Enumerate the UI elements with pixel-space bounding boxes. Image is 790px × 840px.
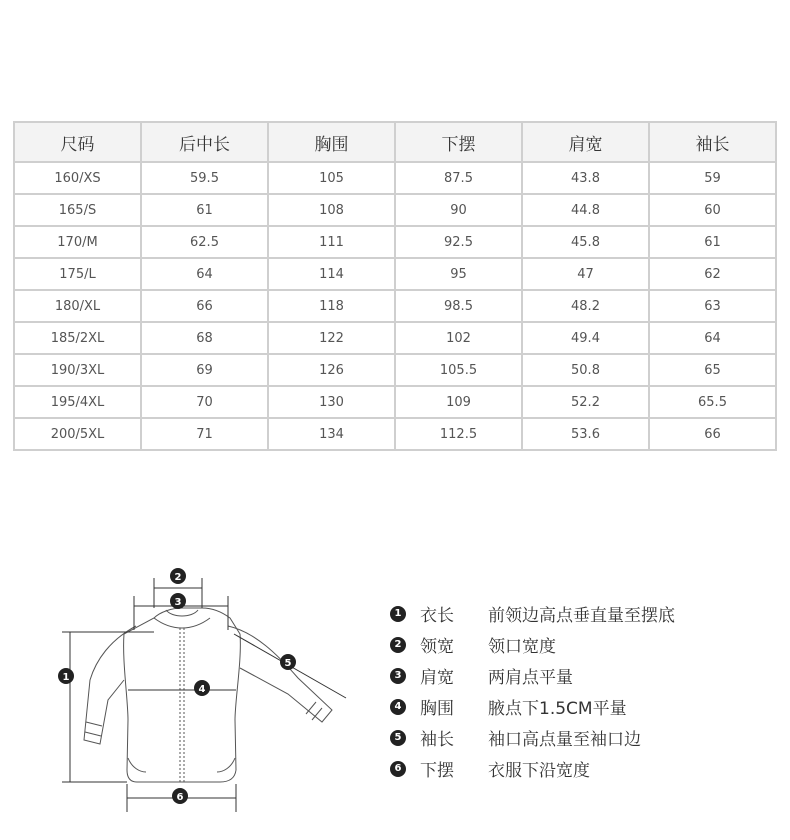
table-cell: 118 bbox=[268, 290, 395, 322]
table-cell: 102 bbox=[395, 322, 522, 354]
table-row bbox=[14, 194, 776, 226]
table-cell: 70 bbox=[141, 386, 268, 418]
table-cell: 64 bbox=[649, 322, 776, 354]
marker-label: 5 bbox=[284, 658, 292, 669]
table-row bbox=[14, 322, 776, 354]
table-cell: 65.5 bbox=[649, 386, 776, 418]
table-cell: 90 bbox=[395, 194, 522, 226]
header-shoulder: 肩宽 bbox=[522, 122, 649, 162]
legend-item bbox=[390, 691, 780, 722]
table-cell: 60 bbox=[649, 194, 776, 226]
marker-label: 4 bbox=[198, 684, 206, 695]
table-cell: 105 bbox=[268, 162, 395, 194]
legend-item bbox=[390, 753, 780, 784]
table-cell: 122 bbox=[268, 322, 395, 354]
legend-description: 两肩点平量 bbox=[488, 668, 573, 688]
table-cell: 134 bbox=[268, 418, 395, 450]
table-cell: 66 bbox=[141, 290, 268, 322]
table-cell: 175/L bbox=[14, 258, 141, 290]
table-cell: 53.6 bbox=[522, 418, 649, 450]
table-row bbox=[14, 290, 776, 322]
table-cell: 95 bbox=[395, 258, 522, 290]
table-cell: 111 bbox=[268, 226, 395, 258]
table-cell: 59.5 bbox=[141, 162, 268, 194]
table-cell: 65 bbox=[649, 354, 776, 386]
table-cell: 48.2 bbox=[522, 290, 649, 322]
table-cell: 190/3XL bbox=[14, 354, 141, 386]
table-cell: 49.4 bbox=[522, 322, 649, 354]
marker-label: 6 bbox=[176, 792, 184, 803]
legend-term: 肩宽 bbox=[420, 668, 454, 688]
table-row bbox=[14, 418, 776, 450]
legend-term: 领宽 bbox=[420, 637, 454, 657]
legend-number: 4 bbox=[390, 699, 406, 715]
jacket-right-sleeve bbox=[228, 626, 332, 722]
table-cell: 52.2 bbox=[522, 386, 649, 418]
header-back-length: 后中长 bbox=[141, 122, 268, 162]
size-table bbox=[13, 121, 777, 451]
table-cell: 87.5 bbox=[395, 162, 522, 194]
table-cell: 170/M bbox=[14, 226, 141, 258]
table-cell: 44.8 bbox=[522, 194, 649, 226]
legend-item bbox=[390, 660, 780, 691]
table-cell: 62 bbox=[649, 258, 776, 290]
legend-item bbox=[390, 598, 780, 629]
table-cell: 61 bbox=[649, 226, 776, 258]
table-cell: 130 bbox=[268, 386, 395, 418]
legend-number: 5 bbox=[390, 730, 406, 746]
marker-label: 1 bbox=[62, 672, 70, 683]
legend-term: 胸围 bbox=[420, 699, 454, 719]
table-cell: 165/S bbox=[14, 194, 141, 226]
table-cell: 98.5 bbox=[395, 290, 522, 322]
table-cell: 126 bbox=[268, 354, 395, 386]
table-cell: 68 bbox=[141, 322, 268, 354]
table-cell: 105.5 bbox=[395, 354, 522, 386]
table-cell: 92.5 bbox=[395, 226, 522, 258]
table-cell: 43.8 bbox=[522, 162, 649, 194]
table-row bbox=[14, 226, 776, 258]
table-cell: 160/XS bbox=[14, 162, 141, 194]
table-cell: 185/2XL bbox=[14, 322, 141, 354]
table-cell: 64 bbox=[141, 258, 268, 290]
legend-description: 袖口高点量至袖口边 bbox=[488, 730, 641, 750]
table-cell: 195/4XL bbox=[14, 386, 141, 418]
legend-number: 2 bbox=[390, 637, 406, 653]
table-cell: 59 bbox=[649, 162, 776, 194]
jacket-body-outline bbox=[124, 608, 241, 782]
table-cell: 63 bbox=[649, 290, 776, 322]
table-row bbox=[14, 354, 776, 386]
table-cell: 45.8 bbox=[522, 226, 649, 258]
legend-number: 1 bbox=[390, 606, 406, 622]
table-cell: 108 bbox=[268, 194, 395, 226]
table-cell: 112.5 bbox=[395, 418, 522, 450]
header-size: 尺码 bbox=[14, 122, 141, 162]
table-cell: 47 bbox=[522, 258, 649, 290]
size-table-header-row bbox=[14, 122, 776, 162]
legend-item bbox=[390, 722, 780, 753]
legend-number: 3 bbox=[390, 668, 406, 684]
legend-item bbox=[390, 629, 780, 660]
table-cell: 62.5 bbox=[141, 226, 268, 258]
table-cell: 200/5XL bbox=[14, 418, 141, 450]
legend-description: 领口宽度 bbox=[488, 637, 556, 657]
legend-description: 腋点下1.5CM平量 bbox=[488, 699, 627, 719]
table-cell: 69 bbox=[141, 354, 268, 386]
table-cell: 180/XL bbox=[14, 290, 141, 322]
table-cell: 114 bbox=[268, 258, 395, 290]
legend-number: 6 bbox=[390, 761, 406, 777]
table-cell: 50.8 bbox=[522, 354, 649, 386]
measurement-legend bbox=[390, 598, 780, 784]
table-row bbox=[14, 162, 776, 194]
table-cell: 61 bbox=[141, 194, 268, 226]
legend-description: 前领边高点垂直量至摆底 bbox=[488, 606, 675, 626]
legend-term: 衣长 bbox=[420, 606, 454, 626]
marker-label: 3 bbox=[174, 597, 182, 608]
legend-term: 下摆 bbox=[420, 761, 454, 781]
marker-label: 2 bbox=[174, 572, 182, 583]
header-hem: 下摆 bbox=[395, 122, 522, 162]
table-row bbox=[14, 386, 776, 418]
legend-term: 袖长 bbox=[420, 730, 454, 750]
header-sleeve: 袖长 bbox=[649, 122, 776, 162]
jacket-measurement-diagram bbox=[50, 560, 370, 820]
table-row bbox=[14, 258, 776, 290]
header-chest: 胸围 bbox=[268, 122, 395, 162]
legend-description: 衣服下沿宽度 bbox=[488, 761, 590, 781]
table-cell: 71 bbox=[141, 418, 268, 450]
table-cell: 109 bbox=[395, 386, 522, 418]
table-cell: 66 bbox=[649, 418, 776, 450]
